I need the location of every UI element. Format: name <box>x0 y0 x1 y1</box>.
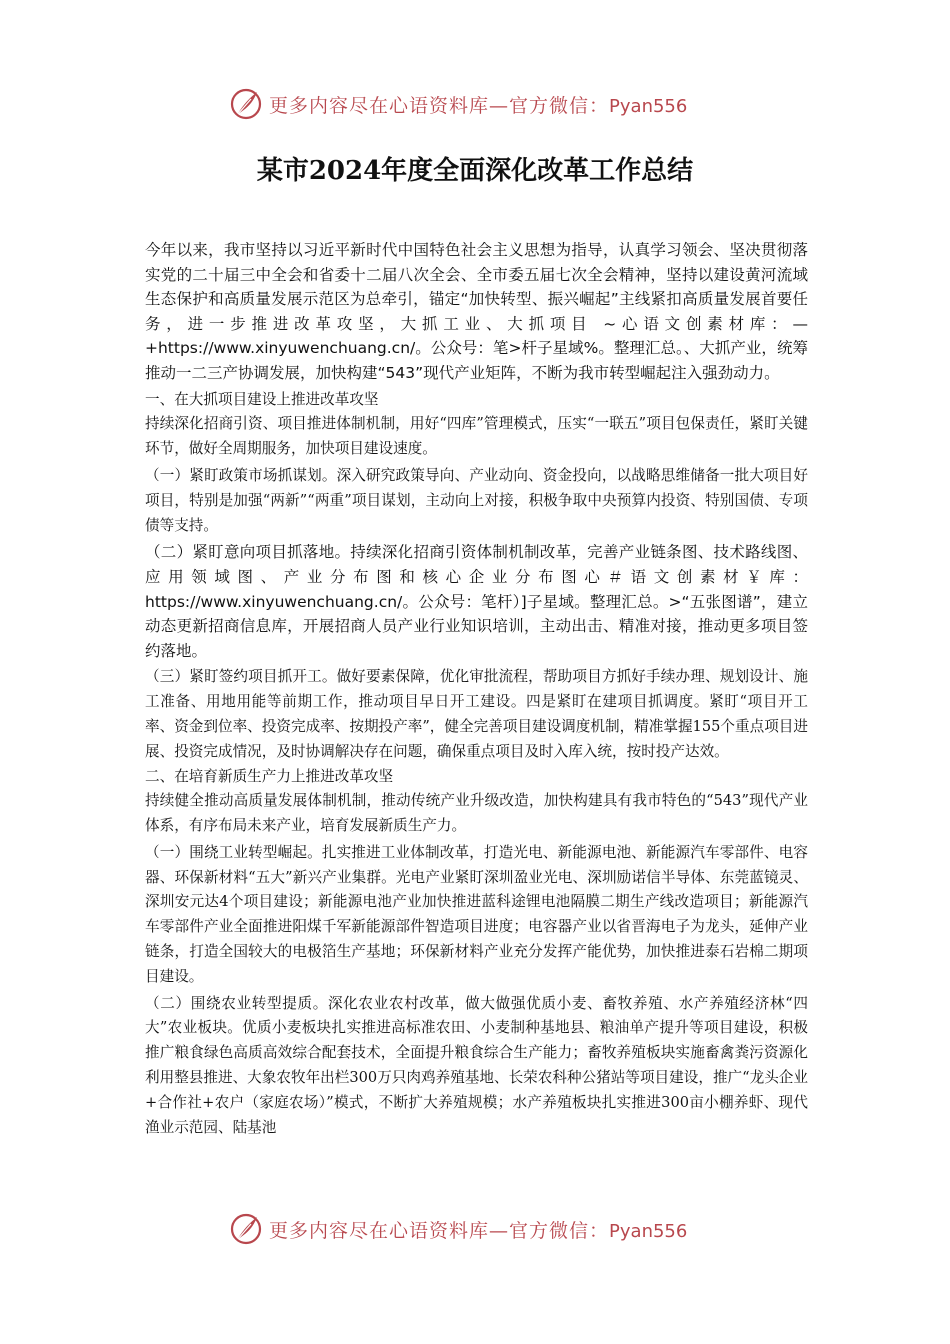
item-2-2: （二）围绕农业转型提质。深化农业农村改革，做大做强优质小麦、畜牧养殖、水产养殖经济林“四大”农业板块。优质小麦板块扎实推进高标准农田、小麦制种基地县、粮油单产提升等项目建设，积极推广粮食绿色高质高效综合配套技术，全面提升粮食综合生产能力；畜牧养殖板块实施畜禽粪污资源化利用整县推进、大象农牧年出栏300万只肉鸡养殖基地、长荣农科种公猪站等项目建设，推广“龙头企业+合作社+农户（家庭农场）”模式，不断扩大养殖规模；水产养殖板块扎实推进300亩小棚养虾、现代渔业示范园、陆基池 <box>145 994 808 1136</box>
feather-logo-icon <box>229 87 263 121</box>
watermark-text: 更多内容尽在心语资料库—官方微信：Pyan556 <box>269 1219 688 1242</box>
document-title: 某市2024年度全面深化改革工作总结 <box>256 156 694 186</box>
watermark-banner-top <box>229 86 687 122</box>
feather-logo-icon <box>229 1212 263 1246</box>
section-heading-1: 一、在大抓项目建设上推进改革攻坚 <box>145 390 379 408</box>
section-heading-2: 二、在培育新质生产力上推进改革攻坚 <box>145 767 394 785</box>
item-1-2: （二）紧盯意向项目抓落地。持续深化招商引资体制机制改革，完善产业链条图、技术路线图、应用领域图、产业分布图和核心企业分布图心＃语文创素材￥库：https://www.xinyuwenchuang.cn/。公众号：笔杆）]子星域。整理汇总。>“五张图谱”，建立动态更新招商信息库，开展招商人员产业行业知识培训，主动出击、精准对接，推动更多项目签约落地。 <box>145 543 808 660</box>
item-2-1: （一）围绕工业转型崛起。扎实推进工业体制改革，打造光电、新能源电池、新能源汽车零部件、电容器、环保新材料“五大”新兴产业集群。光电产业紧盯深圳盈业光电、深圳励诺信半导体、东莞蓝镜灵、深圳安元达4个项目建设；新能源电池产业加快推进蓝科途锂电池隔膜二期生产线改造项目；新能源汽车零部件产业全面推进阳煤千军新能源部件智造项目进度；电容器产业以省晋海电子为龙头，延伸产业链条，打造全国较大的电极箔生产基地；环保新材料产业充分发挥产能优势，加快推进泰石岩棉二期项目建设。 <box>145 843 808 985</box>
item-1-1: （一）紧盯政策市场抓谋划。深入研究政策导向、产业动向、资金投向，以战略思维储备一批大项目好项目，特别是加强“两新”“两重”项目谋划，主动向上对接，积极争取中央预算内投资、特别国债、专项债等支持。 <box>145 466 808 534</box>
intro-paragraph: 今年以来，我市坚持以习近平新时代中国特色社会主义思想为指导，认真学习领会、坚决贯彻落实党的二十届三中全会和省委十二届八次全会、全市委五届七次全会精神，坚持以建设黄河流域生态保护和高质量发展示范区为总牵引，锚定“加快转型、振兴崛起”主线紧扣高质量发展首要任务，进一步推进改革攻坚，大抓工业、大抓项目 ~心语文创素材库：—+https://www.xinyuwenchuang.cn/。公众号：笔>杆子星域%。整理汇总。、大抓产业，统筹推动一二三产协调发展，加快构建“543”现代产业矩阵，不断为我市转型崛起注入强劲动力。 <box>145 241 808 382</box>
section-1-intro: 持续深化招商引资、项目推进体制机制，用好“四库”管理模式，压实“一联五”项目包保责任，紧盯关键环节，做好全周期服务，加快项目建设速度。 <box>145 415 808 458</box>
item-1-3: （三）紧盯签约项目抓开工。做好要素保障，优化审批流程，帮助项目方抓好手续办理、规划设计、施工准备、用地用能等前期工作，推动项目早日开工建设。四是紧盯在建项目抓调度。紧盯“项目开工率、资金到位率、投资完成率、按期投产率”，健全完善项目建设调度机制，精准掌握155个重点项目进展、投资完成情况，及时协调解决存在问题，确保重点项目及时入库入统，按时投产达效。 <box>145 668 808 760</box>
document-body <box>145 238 808 1140</box>
watermark-text: 更多内容尽在心语资料库—官方微信：Pyan556 <box>269 94 688 117</box>
watermark-banner-bottom <box>229 1211 687 1247</box>
section-2-intro: 持续健全推动高质量发展体制机制，推动传统产业升级改造，加快构建具有我市特色的“543”现代产业体系，有序布局未来产业，培育发展新质生产力。 <box>145 792 808 835</box>
